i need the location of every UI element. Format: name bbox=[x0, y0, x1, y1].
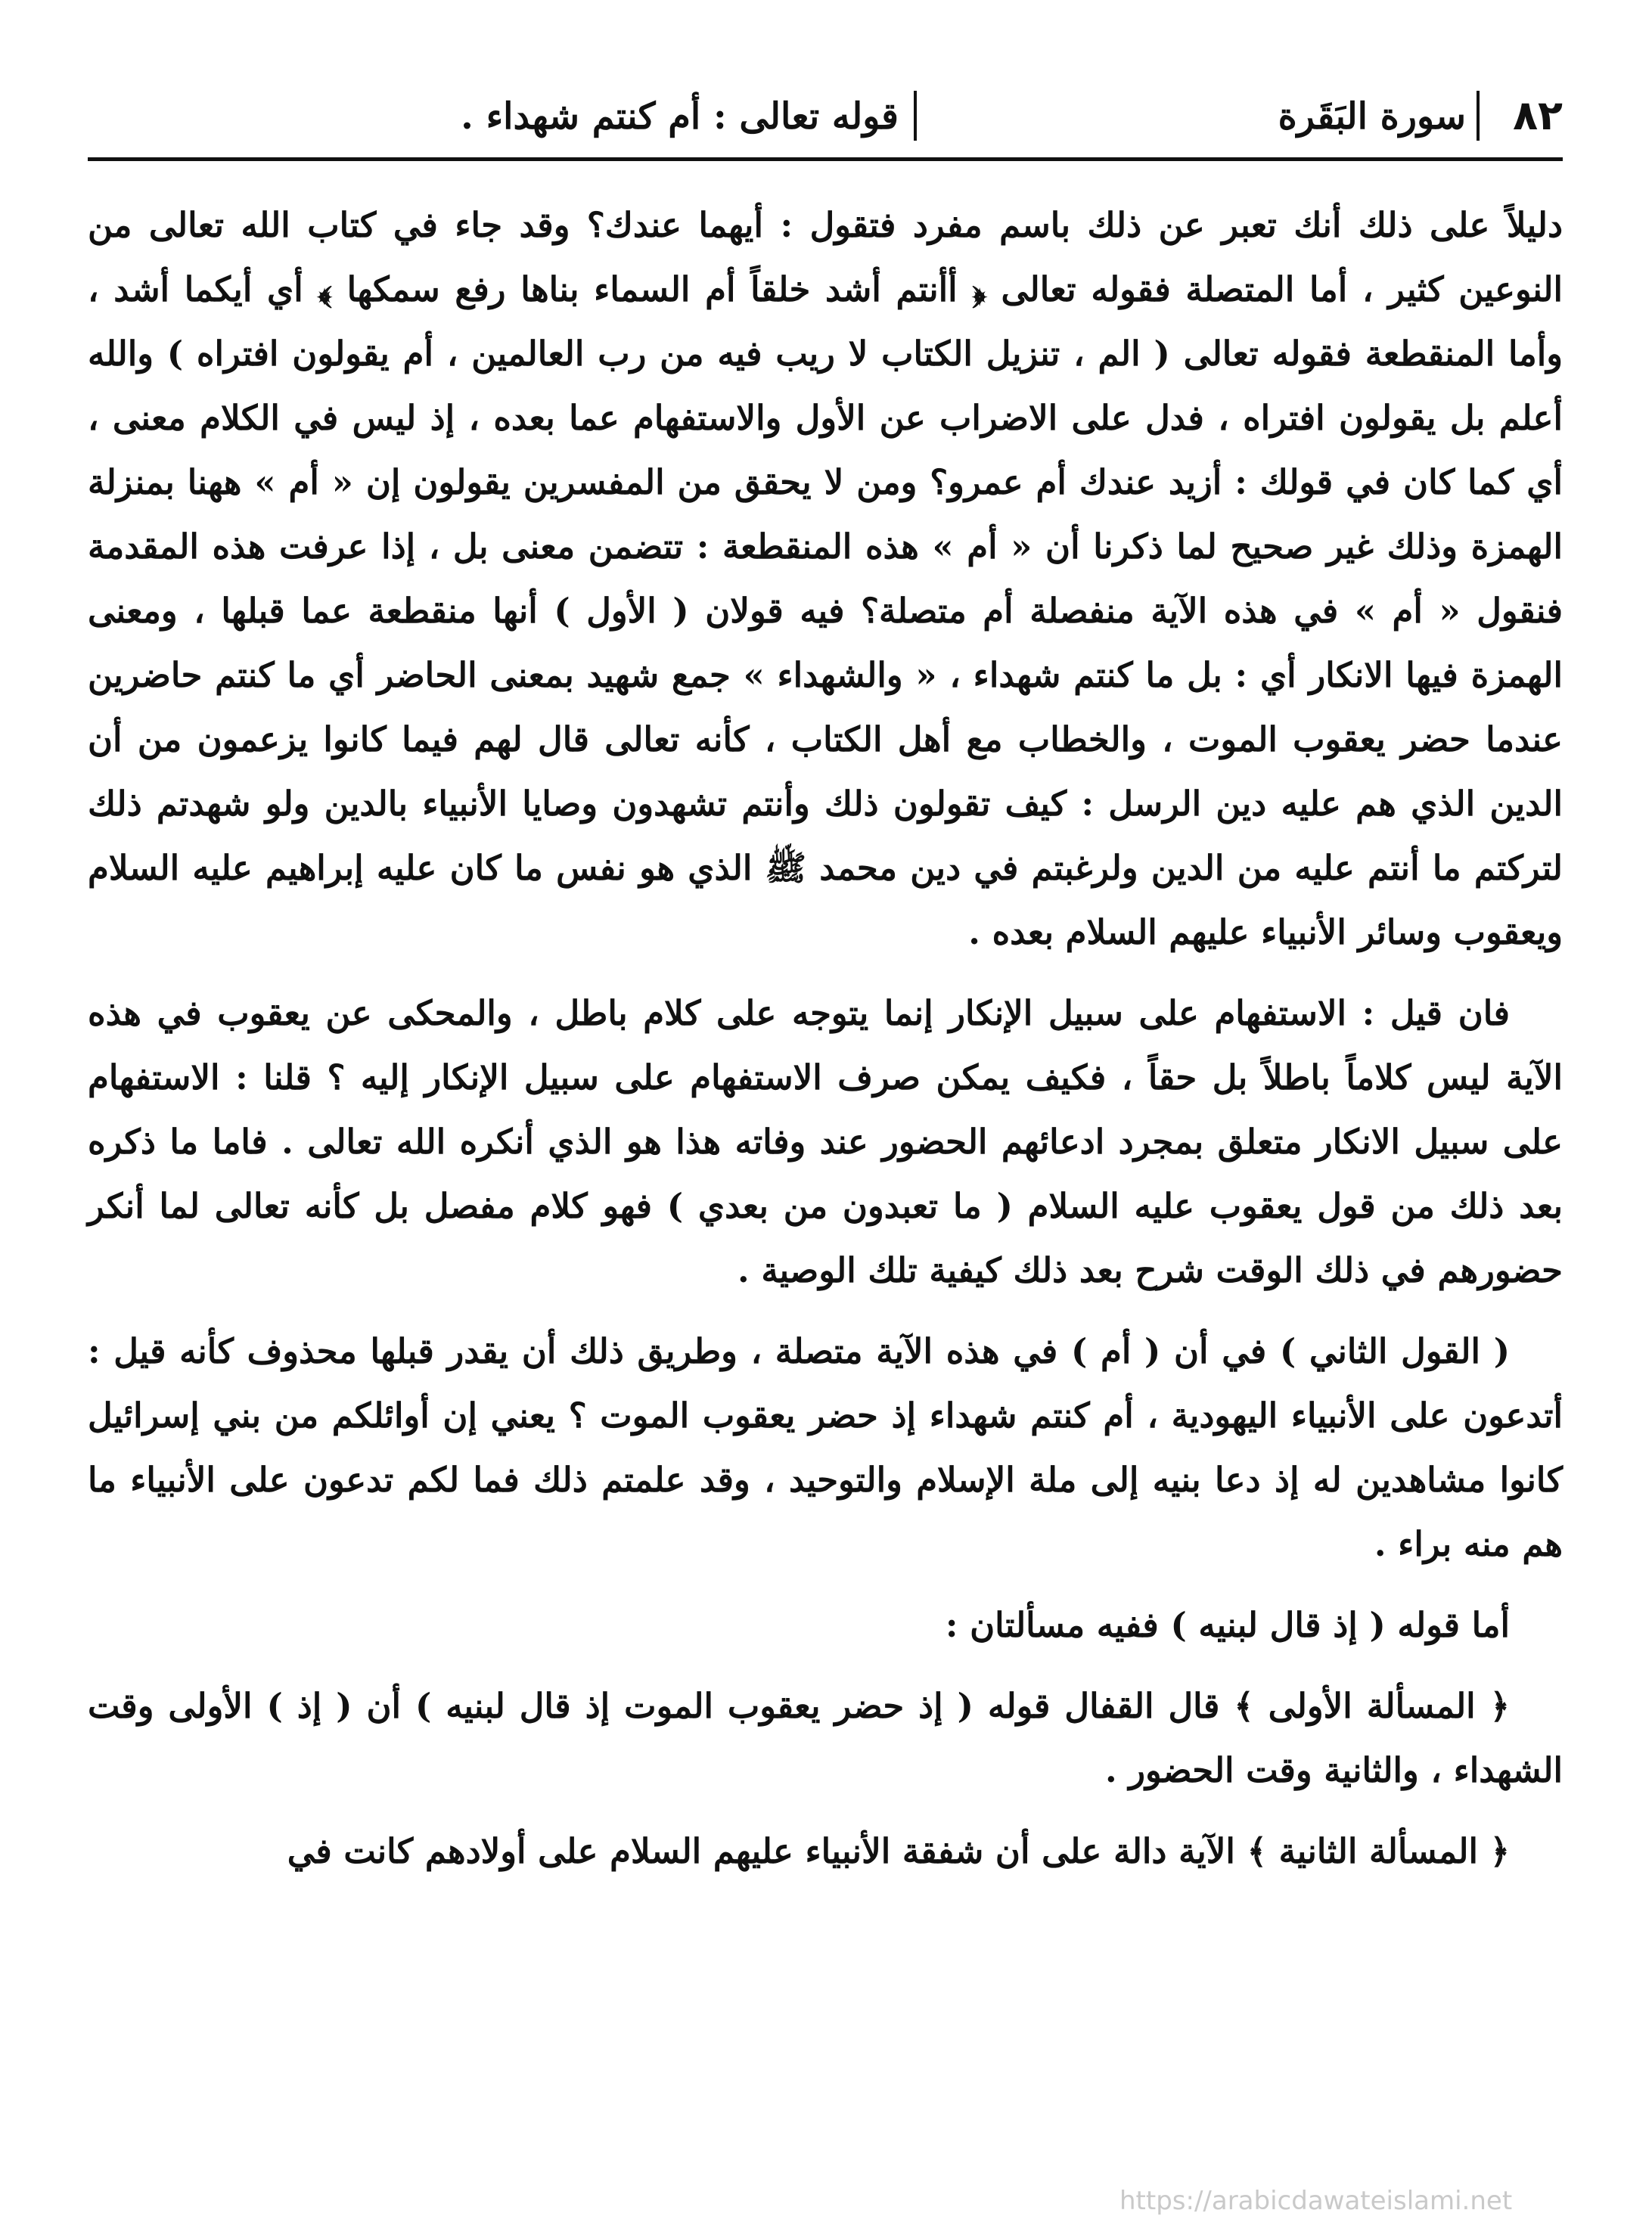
paragraph: فان قيل : الاستفهام على سبيل الإنكار إنما يتوجه على كلام باطل ، والمحكى عن يعقوب في هذه الآية ليس كلاماً باطلاً بل حقاً ، فكيف يمكن صرف الاستفهام على سبيل الإنكار إليه ؟ قلنا : الاستفهام على سبيل الانكار متعلق بمجرد ادعائهم الحضور عند وفاته هذا هو الذي أنكره الله تعالى . فاما ما ذكره بعد ذلك من قول يعقوب عليه السلام ( ما تعبدون من بعدي ) فهو كلام مفصل بل كأنه تعالى لما أنكر حضورهم في ذلك الوقت شرح بعد ذلك كيفية تلك الوصية . bbox=[88, 993, 1563, 1290]
paragraph: ( القول الثاني ) في أن ( أم ) في هذه الآية متصلة ، وطريق ذلك أن يقدر قبلها محذوف كأنه قيل : أتدعون على الأنبياء اليهودية ، أم كنتم شهداء إذ حضر يعقوب الموت ؟ يعني إن أوائلكم من بني إسرائيل كانوا مشاهدين له إذ دعا بنيه إلى ملة الإسلام والتوحيد ، وقد علمتم ذلك فما لكم تدعون على الأنبياء ما هم منه براء . bbox=[88, 1331, 1563, 1564]
paragraph: ﴿ المسألة الأولى ﴾ قال القفال قوله ( إذ حضر يعقوب الموت إذ قال لبنيه ) أن ( إذ ) الأولى وقت الشهداء ، والثانية وقت الحضور . bbox=[88, 1686, 1563, 1790]
paragraph: أما قوله ( إذ قال لبنيه ) ففيه مسألتان : bbox=[945, 1605, 1510, 1645]
surah-name: سورة البَقَرة bbox=[1278, 95, 1466, 138]
page-header bbox=[88, 85, 1563, 168]
header-rule bbox=[88, 157, 1563, 161]
watermark-url: https://arabicdawateislami.net bbox=[1119, 2186, 1513, 2216]
running-title: قوله تعالى : أم كنتم شهداء . bbox=[461, 95, 899, 138]
page-body bbox=[88, 193, 1563, 1883]
page-number: ٨٢ bbox=[1513, 92, 1563, 139]
paragraph: دليلاً على ذلك أنك تعبر عن ذلك باسم مفرد فتقول : أيهما عندك؟ وقد جاء في كتاب الله تعالى من النوعين كثير ، أما المتصلة فقوله تعالى ﴿ أأنتم أشد خلقاً أم السماء بناها رفع سمكها ﴾ أي أيكما أشد ، وأما المنقطعة فقوله تعالى ( الم ، تنزيل الكتاب لا ريب فيه من رب العالمين ، أم يقولون افتراه ) والله أعلم بل يقولون افتراه ، فدل على الاضراب عن الأول والاستفهام عما بعده ، إذ ليس في الكلام معنى ، أي كما كان في قولك : أزيد عندك أم عمرو؟ ومن لا يحقق من المفسرين يقولون إن « أم » ههنا بمنزلة الهمزة وذلك غير صحيح لما ذكرنا أن « أم » هذه المنقطعة : تتضمن معنى بل ، إذا عرفت هذه المقدمة فنقول « أم » في هذه الآية منفصلة أم متصلة؟ فيه قولان ( الأول ) أنها منقطعة عما قبلها ، ومعنى الهمزة فيها الانكار أي : بل ما كنتم شهداء ، « والشهداء » جمع شهيد بمعنى الحاضر أي ما كنتم حاضرين عندما حضر يعقوب الموت ، والخطاب مع أهل الكتاب ، كأنه تعالى قال لهم فيما كانوا يزعمون من أن الدين الذي هم عليه دين الرسل : كيف تقولون ذلك وأنتم تشهدون وصايا الأنبياء بالدين ولو شهدتم ذلك لتركتم ما أنتم عليه من الدين ولرغبتم في دين محمد ﷺ الذي هو نفس ما كان عليه إبراهيم عليه السلام ويعقوب وسائر الأنبياء عليهم السلام بعده . bbox=[88, 205, 1563, 952]
header-separator bbox=[1477, 91, 1480, 141]
header-separator bbox=[914, 91, 917, 141]
paragraph: ﴿ المسألة الثانية ﴾ الآية دالة على أن شفقة الأنبياء عليهم السلام على أولادهم كانت في bbox=[287, 1831, 1510, 1871]
